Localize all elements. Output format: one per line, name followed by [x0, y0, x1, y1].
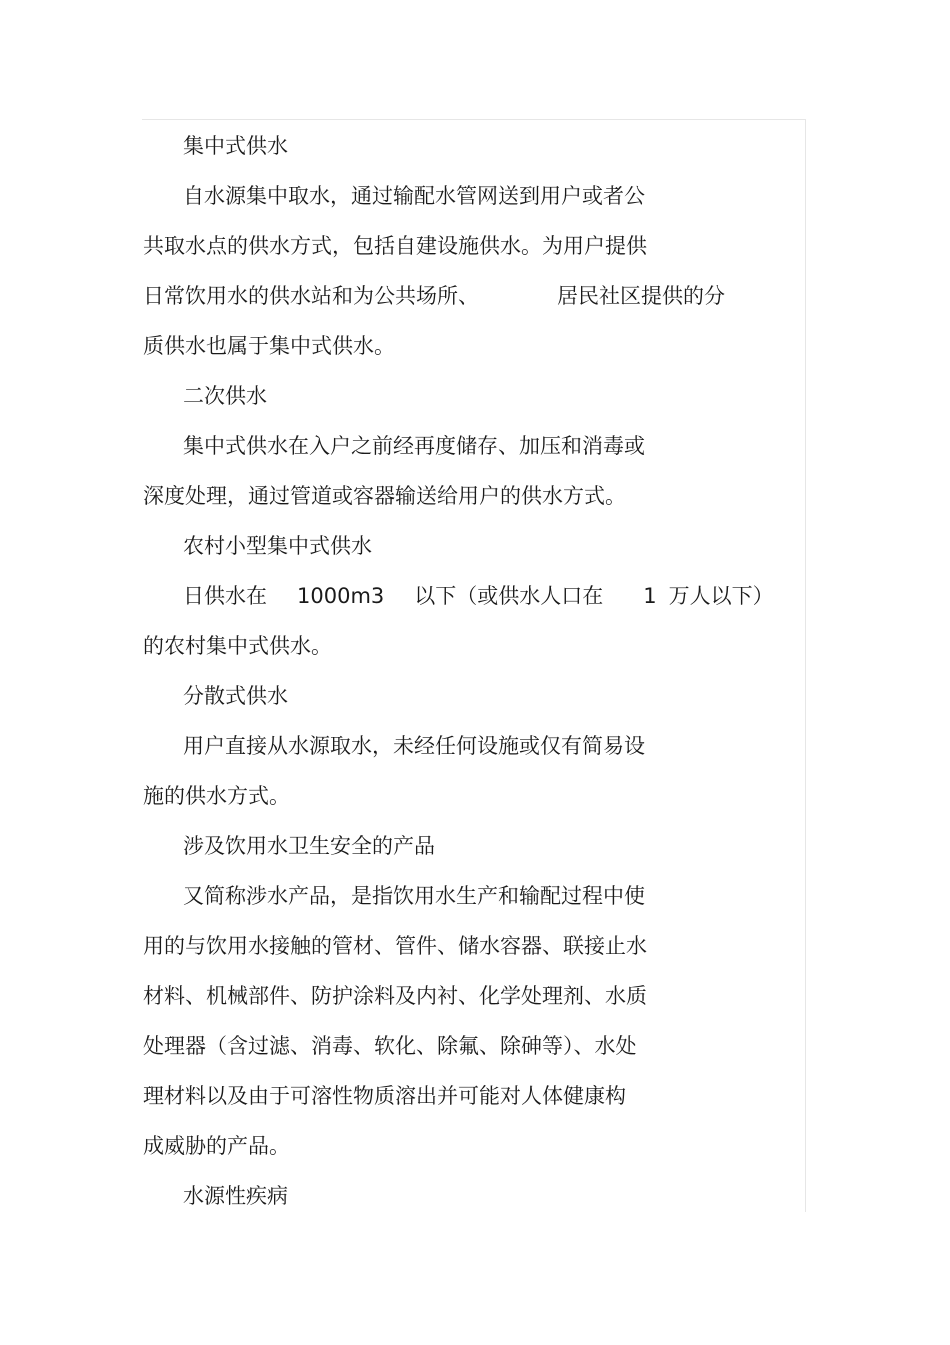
paragraph-line: 成威胁的产品。	[143, 1134, 290, 1158]
paragraph-text: 万人以下）	[668, 584, 774, 608]
paragraph-line: 共取水点的供水方式，包括自建设施供水。为用户提供	[143, 234, 647, 258]
heading-centralized-supply: 集中式供水	[183, 134, 288, 158]
paragraph-line: 材料、机械部件、防护涂料及内衬、化学处理剂、水质	[143, 984, 647, 1008]
heading-water-products: 涉及饮用水卫生安全的产品	[183, 834, 435, 858]
paragraph-text: 1	[643, 584, 657, 608]
paragraph-line: 集中式供水在入户之前经再度储存、加压和消毒或	[183, 434, 645, 458]
paragraph-line: 用户直接从水源取水，未经任何设施或仅有简易设	[183, 734, 645, 758]
paragraph-line: 处理器（含过滤、消毒、软化、除氟、除砷等）、水处	[143, 1034, 637, 1058]
paragraph-line: 施的供水方式。	[143, 784, 290, 808]
heading-rural-small-supply: 农村小型集中式供水	[183, 534, 372, 558]
paragraph-text: 1000m3	[297, 584, 385, 608]
paragraph-line: 用的与饮用水接触的管材、管件、储水容器、联接止水	[143, 934, 647, 958]
paragraph-line	[143, 271, 725, 321]
paragraph-line: 质供水也属于集中式供水。	[143, 334, 395, 358]
heading-secondary-supply: 二次供水	[183, 384, 267, 408]
paragraph-line: 深度处理，通过管道或容器输送给用户的供水方式。	[143, 484, 626, 508]
paragraph-text: 日供水在	[183, 584, 267, 608]
paragraph-text: 以下（或供水人口在	[414, 584, 604, 608]
paragraph-line: 自水源集中取水，通过输配水管网送到用户或者公	[183, 184, 645, 208]
paragraph-line: 的农村集中式供水。	[143, 634, 332, 658]
heading-dispersed-supply: 分散式供水	[183, 684, 288, 708]
paragraph-text: 居民社区提供的分	[557, 284, 725, 308]
paragraph-line: 理材料以及由于可溶性物质溶出并可能对人体健康构	[143, 1084, 626, 1108]
paragraph-line	[143, 571, 774, 621]
heading-waterborne-disease: 水源性疾病	[183, 1184, 288, 1208]
paragraph-line: 又简称涉水产品，是指饮用水生产和输配过程中使	[183, 884, 645, 908]
paragraph-text: 日常饮用水的供水站和为公共场所、	[143, 284, 479, 308]
